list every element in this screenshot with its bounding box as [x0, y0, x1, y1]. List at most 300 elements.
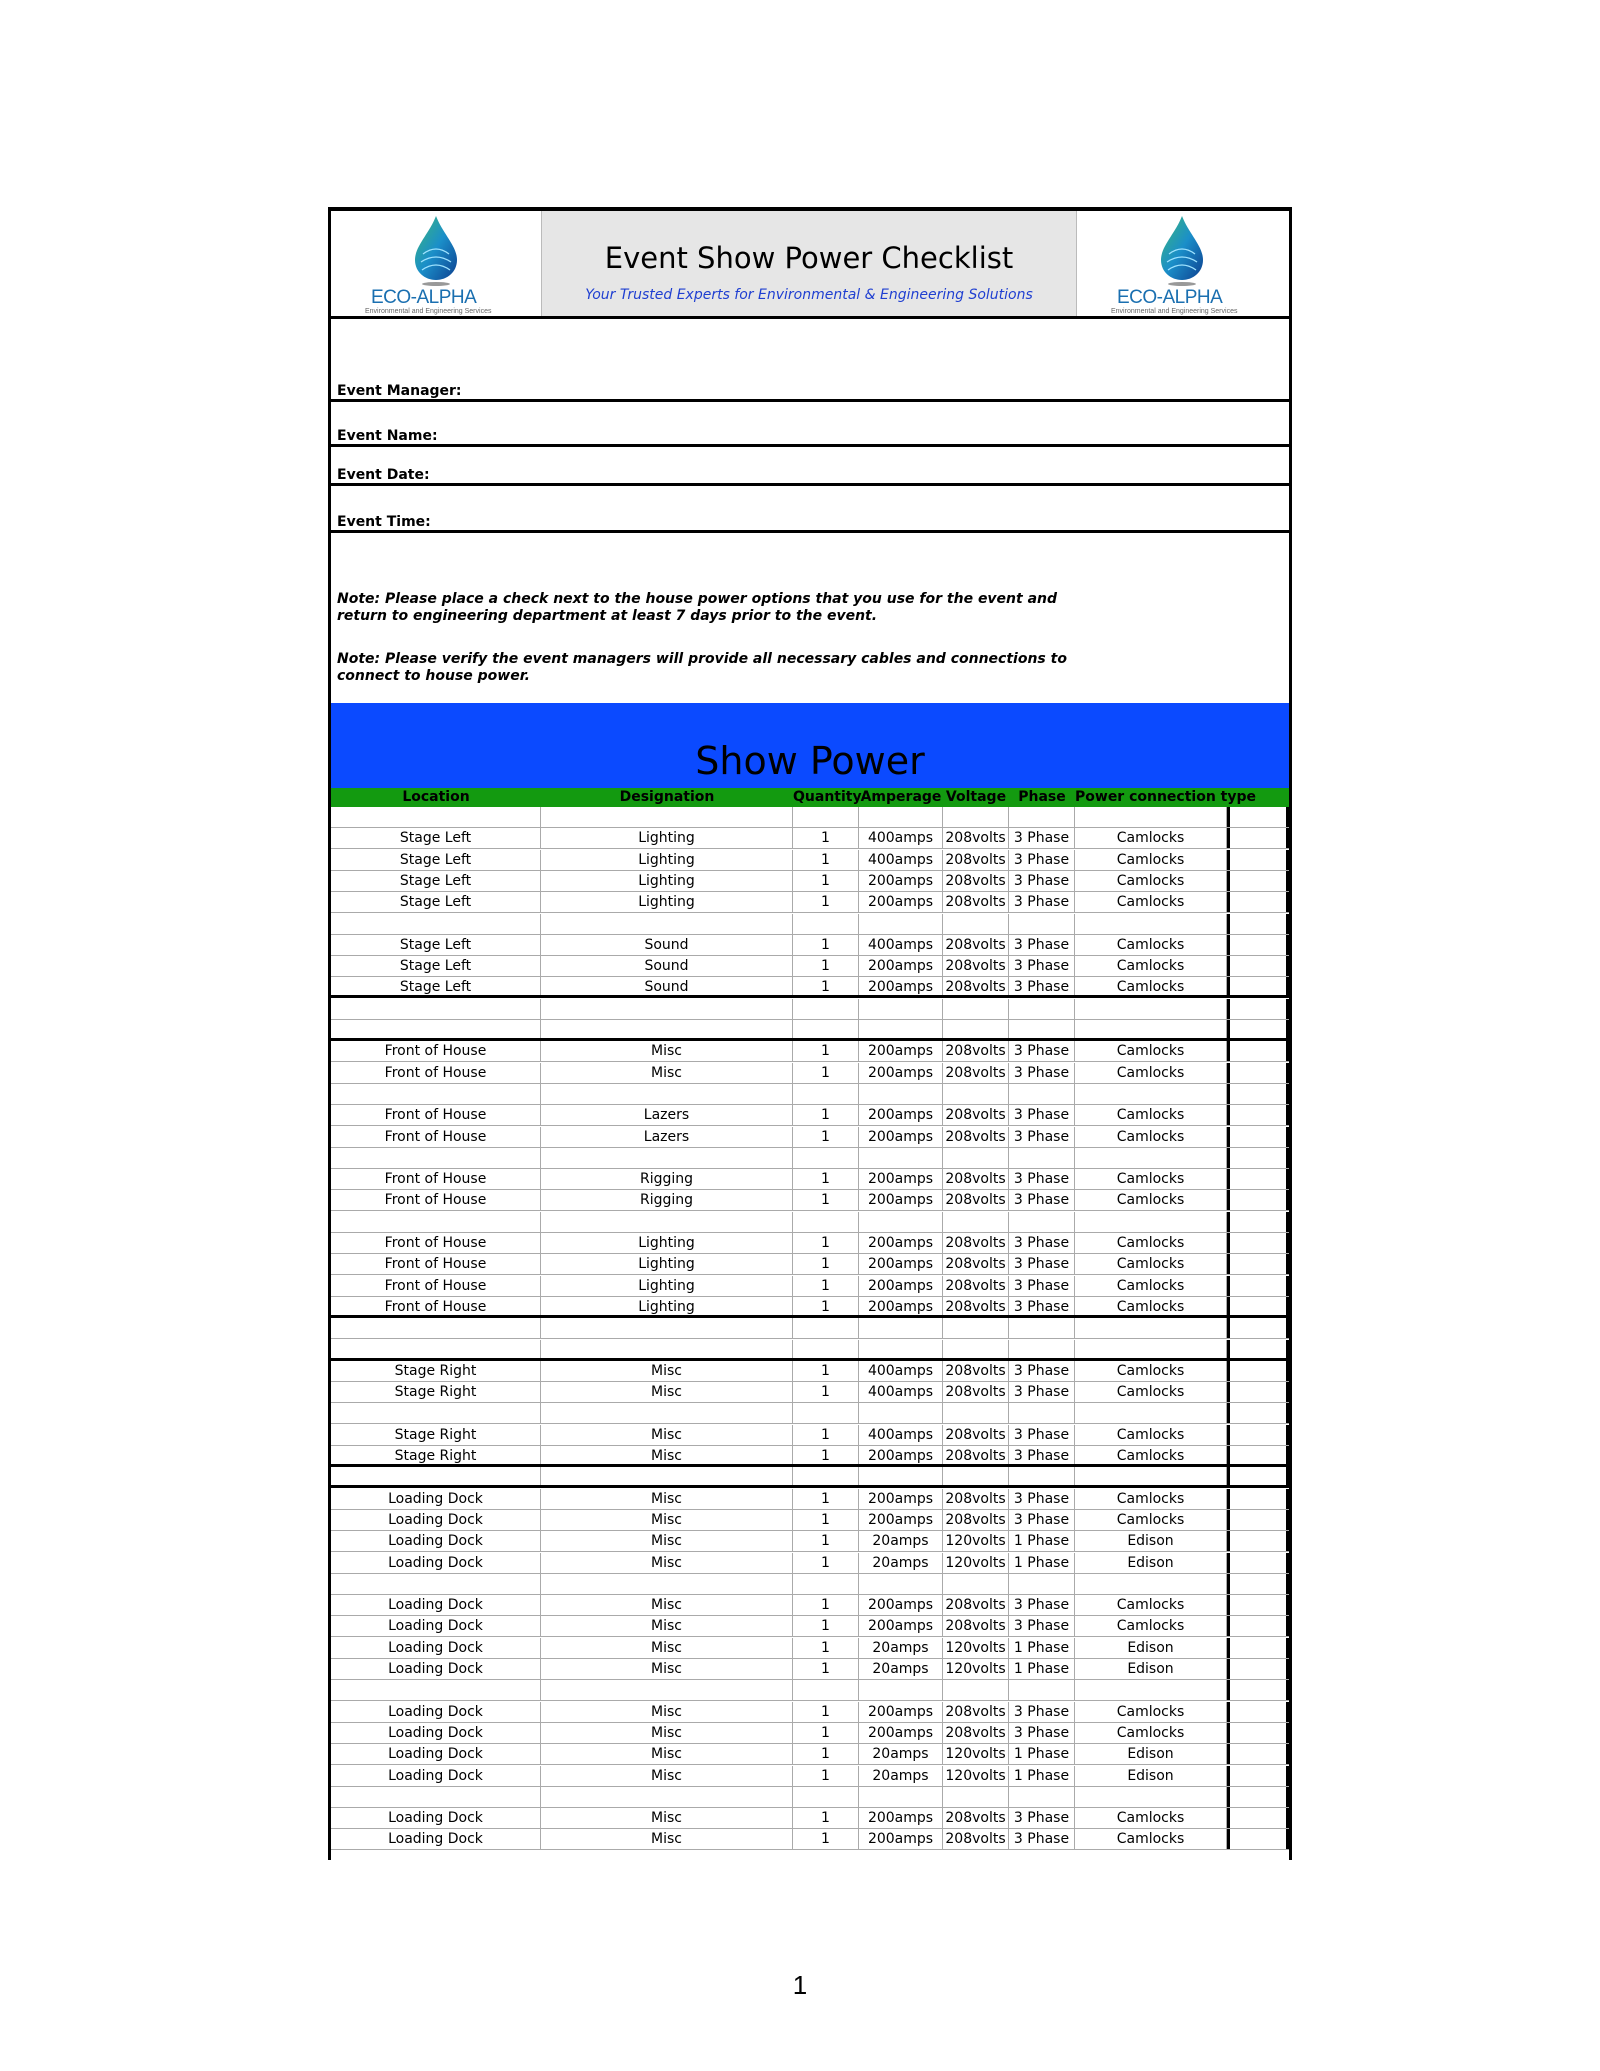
- cell-designation: Sound: [541, 956, 793, 976]
- cell-designation: Lighting: [541, 1276, 793, 1296]
- check-box[interactable]: [1227, 1531, 1289, 1551]
- table-row: [331, 828, 1289, 849]
- table-row-empty: [331, 1340, 1289, 1361]
- check-box[interactable]: [1227, 1446, 1289, 1464]
- cell-quantity: 1: [793, 892, 859, 912]
- cell-designation: Misc: [541, 1041, 793, 1061]
- cell-quantity: 1: [793, 1638, 859, 1658]
- col-designation: Designation: [619, 789, 715, 805]
- table-row: [331, 1233, 1289, 1254]
- cell-quantity: 1: [793, 1254, 859, 1274]
- check-box[interactable]: [1227, 1276, 1289, 1296]
- cell-location: Loading Dock: [331, 1829, 541, 1849]
- cell-location: Front of House: [331, 1276, 541, 1296]
- check-box[interactable]: [1227, 1616, 1289, 1636]
- cell-voltage: 208volts: [943, 1361, 1009, 1381]
- cell-phase: 3 Phase: [1009, 1489, 1075, 1509]
- cell-quantity: 1: [793, 1553, 859, 1573]
- check-box[interactable]: [1227, 850, 1289, 870]
- cell-voltage: 208volts: [943, 1105, 1009, 1125]
- note-cables: Note: Please verify the event managers will provide all necessary cables and connections to connect to house power.: [337, 651, 1067, 684]
- cell-amperage: 200amps: [859, 1510, 943, 1530]
- col-location: Location: [402, 789, 470, 805]
- cell-quantity: [793, 1148, 859, 1168]
- cell-location: Stage Left: [331, 977, 541, 995]
- cell-connection-type: Camlocks: [1075, 1616, 1227, 1636]
- table-row: [331, 1638, 1289, 1659]
- check-box[interactable]: [1227, 956, 1289, 976]
- cell-amperage: 200amps: [859, 1041, 943, 1061]
- cell-connection-type: Camlocks: [1075, 1063, 1227, 1083]
- cell-amperage: [859, 1680, 943, 1700]
- cell-designation: Misc: [541, 1808, 793, 1828]
- cell-designation: [541, 914, 793, 934]
- cell-phase: 3 Phase: [1009, 1190, 1075, 1210]
- check-box[interactable]: [1227, 1169, 1289, 1189]
- logo-name: ECO-ALPHA: [371, 287, 477, 308]
- cell-quantity: 1: [793, 1829, 859, 1849]
- check-box[interactable]: [1227, 892, 1289, 912]
- cell-phase: [1009, 1680, 1075, 1700]
- cell-voltage: 208volts: [943, 1254, 1009, 1274]
- column-header: [331, 788, 1289, 807]
- cell-quantity: [793, 807, 859, 827]
- table-row-empty: [331, 1574, 1289, 1595]
- cell-voltage: [943, 1787, 1009, 1807]
- table-row: [331, 1105, 1289, 1126]
- cell-connection-type: Camlocks: [1075, 956, 1227, 976]
- table-row: [331, 1723, 1289, 1744]
- cell-quantity: [793, 1574, 859, 1594]
- check-box[interactable]: [1227, 1020, 1289, 1038]
- check-box[interactable]: [1227, 1510, 1289, 1530]
- cell-phase: 1 Phase: [1009, 1553, 1075, 1573]
- table-row-empty: [331, 1403, 1289, 1424]
- cell-location: Loading Dock: [331, 1723, 541, 1743]
- check-box[interactable]: [1227, 828, 1289, 848]
- cell-connection-type: Camlocks: [1075, 1169, 1227, 1189]
- cell-phase: [1009, 1787, 1075, 1807]
- cell-connection-type: [1075, 1403, 1227, 1423]
- cell-phase: 3 Phase: [1009, 1595, 1075, 1615]
- cell-phase: [1009, 1084, 1075, 1104]
- cell-designation: Sound: [541, 977, 793, 995]
- cell-quantity: 1: [793, 1233, 859, 1253]
- cell-voltage: [943, 1403, 1009, 1423]
- cell-quantity: 1: [793, 1382, 859, 1402]
- header: [331, 211, 1289, 319]
- cell-connection-type: Camlocks: [1075, 850, 1227, 870]
- cell-designation: Rigging: [541, 1190, 793, 1210]
- cell-phase: 3 Phase: [1009, 1254, 1075, 1274]
- cell-amperage: 200amps: [859, 1808, 943, 1828]
- cell-designation: Misc: [541, 1744, 793, 1764]
- cell-location: Loading Dock: [331, 1702, 541, 1722]
- cell-location: [331, 1148, 541, 1168]
- cell-phase: 3 Phase: [1009, 1702, 1075, 1722]
- table-row: [331, 1702, 1289, 1723]
- cell-connection-type: [1075, 914, 1227, 934]
- logo-subtitle: Environmental and Engineering Services: [1111, 308, 1238, 315]
- cell-phase: 3 Phase: [1009, 1723, 1075, 1743]
- cell-designation: Lighting: [541, 1297, 793, 1315]
- cell-connection-type: [1075, 1318, 1227, 1338]
- event-name-field[interactable]: [331, 402, 1289, 447]
- cell-designation: Misc: [541, 1510, 793, 1530]
- cell-location: Stage Left: [331, 850, 541, 870]
- page-number: 1: [792, 1970, 808, 2000]
- cell-quantity: [793, 1340, 859, 1358]
- cell-connection-type: Camlocks: [1075, 1446, 1227, 1464]
- cell-amperage: 200amps: [859, 1233, 943, 1253]
- cell-connection-type: Camlocks: [1075, 828, 1227, 848]
- cell-connection-type: Camlocks: [1075, 1254, 1227, 1274]
- cell-location: [331, 1340, 541, 1358]
- cell-voltage: 208volts: [943, 1510, 1009, 1530]
- check-box[interactable]: [1227, 935, 1289, 955]
- check-box[interactable]: [1227, 1318, 1289, 1338]
- cell-designation: Lighting: [541, 1233, 793, 1253]
- cell-voltage: 120volts: [943, 1531, 1009, 1551]
- cell-connection-type: Camlocks: [1075, 1041, 1227, 1061]
- cell-phase: 3 Phase: [1009, 1446, 1075, 1464]
- cell-phase: 3 Phase: [1009, 1382, 1075, 1402]
- check-box[interactable]: [1227, 1595, 1289, 1615]
- cell-designation: Misc: [541, 1766, 793, 1786]
- cell-quantity: 1: [793, 871, 859, 891]
- cell-quantity: [793, 1787, 859, 1807]
- event-time-field[interactable]: [331, 486, 1289, 533]
- page-subtitle: Your Trusted Experts for Environmental & Engineering Solutions: [585, 287, 1033, 303]
- table-row: [331, 1425, 1289, 1446]
- cell-voltage: [943, 1148, 1009, 1168]
- cell-designation: Misc: [541, 1531, 793, 1551]
- cell-voltage: [943, 1467, 1009, 1485]
- cell-amperage: [859, 1084, 943, 1104]
- cell-designation: Misc: [541, 1595, 793, 1615]
- check-box[interactable]: [1227, 1574, 1289, 1594]
- cell-amperage: 20amps: [859, 1744, 943, 1764]
- cell-location: [331, 914, 541, 934]
- cell-voltage: 208volts: [943, 871, 1009, 891]
- cell-amperage: [859, 807, 943, 827]
- cell-amperage: 200amps: [859, 1723, 943, 1743]
- logo-left: [331, 211, 541, 316]
- cell-location: Loading Dock: [331, 1808, 541, 1828]
- cell-phase: 3 Phase: [1009, 1510, 1075, 1530]
- cell-connection-type: Camlocks: [1075, 1233, 1227, 1253]
- cell-phase: 1 Phase: [1009, 1744, 1075, 1764]
- cell-voltage: 208volts: [943, 1297, 1009, 1315]
- cell-amperage: 200amps: [859, 1702, 943, 1722]
- cell-connection-type: [1075, 1212, 1227, 1232]
- cell-voltage: [943, 1318, 1009, 1338]
- cell-amperage: 200amps: [859, 1595, 943, 1615]
- table-row-empty: [331, 1680, 1289, 1701]
- cell-amperage: [859, 1787, 943, 1807]
- cell-quantity: [793, 999, 859, 1019]
- logo-right: [1077, 211, 1287, 316]
- cell-phase: 3 Phase: [1009, 1808, 1075, 1828]
- cell-designation: [541, 1787, 793, 1807]
- cell-quantity: 1: [793, 1425, 859, 1445]
- cell-voltage: 208volts: [943, 1425, 1009, 1445]
- cell-voltage: 208volts: [943, 1723, 1009, 1743]
- cell-amperage: 200amps: [859, 1169, 943, 1189]
- cell-phase: 3 Phase: [1009, 1829, 1075, 1849]
- event-manager-field[interactable]: [331, 319, 1289, 402]
- table-row: [331, 1659, 1289, 1680]
- cell-quantity: 1: [793, 1361, 859, 1381]
- cell-phase: 3 Phase: [1009, 935, 1075, 955]
- check-box[interactable]: [1227, 914, 1289, 934]
- cell-quantity: 1: [793, 1041, 859, 1061]
- section-banner: [331, 703, 1289, 788]
- checklist-sheet: [328, 207, 1292, 1860]
- cell-connection-type: Camlocks: [1075, 1595, 1227, 1615]
- cell-connection-type: Camlocks: [1075, 1723, 1227, 1743]
- check-box[interactable]: [1227, 977, 1289, 995]
- cell-phase: [1009, 914, 1075, 934]
- check-box[interactable]: [1227, 1702, 1289, 1722]
- cell-phase: 3 Phase: [1009, 850, 1075, 870]
- check-box[interactable]: [1227, 807, 1289, 827]
- cell-connection-type: Camlocks: [1075, 977, 1227, 995]
- cell-voltage: 208volts: [943, 977, 1009, 995]
- cell-quantity: [793, 1467, 859, 1485]
- cell-connection-type: Edison: [1075, 1553, 1227, 1573]
- cell-connection-type: [1075, 1680, 1227, 1700]
- cell-quantity: 1: [793, 1127, 859, 1147]
- cell-amperage: 200amps: [859, 1616, 943, 1636]
- check-box[interactable]: [1227, 1680, 1289, 1700]
- cell-connection-type: Camlocks: [1075, 1105, 1227, 1125]
- cell-connection-type: [1075, 807, 1227, 827]
- cell-amperage: [859, 1403, 943, 1423]
- cell-location: [331, 1574, 541, 1594]
- table-row: [331, 1531, 1289, 1552]
- check-box[interactable]: [1227, 1403, 1289, 1423]
- cell-quantity: 1: [793, 1489, 859, 1509]
- check-box[interactable]: [1227, 999, 1289, 1019]
- table-row: [331, 956, 1289, 977]
- cell-amperage: 200amps: [859, 1276, 943, 1296]
- col-connection-type: Power connection type: [1075, 789, 1257, 805]
- cell-amperage: 200amps: [859, 956, 943, 976]
- cell-connection-type: [1075, 1787, 1227, 1807]
- cell-phase: 3 Phase: [1009, 1276, 1075, 1296]
- cell-amperage: [859, 1020, 943, 1038]
- cell-designation: Sound: [541, 935, 793, 955]
- cell-designation: [541, 999, 793, 1019]
- cell-designation: Misc: [541, 1829, 793, 1849]
- cell-connection-type: Camlocks: [1075, 935, 1227, 955]
- logo-subtitle: Environmental and Engineering Services: [365, 308, 492, 315]
- check-box[interactable]: [1227, 1105, 1289, 1125]
- cell-voltage: 208volts: [943, 956, 1009, 976]
- table-row: [331, 871, 1289, 892]
- check-box[interactable]: [1227, 1190, 1289, 1210]
- cell-location: Stage Right: [331, 1446, 541, 1464]
- cell-amperage: 200amps: [859, 1127, 943, 1147]
- cell-location: [331, 1467, 541, 1485]
- check-box[interactable]: [1227, 871, 1289, 891]
- check-box[interactable]: [1227, 1723, 1289, 1743]
- cell-quantity: 1: [793, 1190, 859, 1210]
- section-title: Show Power: [695, 739, 925, 783]
- table-row-empty: [331, 1467, 1289, 1488]
- cell-quantity: 1: [793, 1702, 859, 1722]
- col-amperage: Amperage: [860, 789, 942, 805]
- cell-designation: Misc: [541, 1063, 793, 1083]
- table-row: [331, 1744, 1289, 1765]
- cell-voltage: 120volts: [943, 1638, 1009, 1658]
- cell-phase: 3 Phase: [1009, 1105, 1075, 1125]
- cell-amperage: [859, 914, 943, 934]
- cell-amperage: 200amps: [859, 871, 943, 891]
- check-box[interactable]: [1227, 1744, 1289, 1764]
- cell-designation: [541, 1403, 793, 1423]
- cell-location: [331, 1084, 541, 1104]
- cell-location: Loading Dock: [331, 1744, 541, 1764]
- cell-location: Stage Right: [331, 1361, 541, 1381]
- logo-name: ECO-ALPHA: [1117, 287, 1223, 308]
- cell-quantity: 1: [793, 977, 859, 995]
- cell-connection-type: Camlocks: [1075, 1808, 1227, 1828]
- cell-quantity: 1: [793, 1744, 859, 1764]
- table-row: [331, 1276, 1289, 1297]
- cell-connection-type: [1075, 1340, 1227, 1358]
- cell-voltage: 208volts: [943, 1829, 1009, 1849]
- cell-location: Loading Dock: [331, 1510, 541, 1530]
- cell-designation: Misc: [541, 1382, 793, 1402]
- table-row: [331, 935, 1289, 956]
- cell-voltage: 208volts: [943, 1595, 1009, 1615]
- cell-designation: [541, 1318, 793, 1338]
- cell-amperage: 200amps: [859, 1190, 943, 1210]
- cell-connection-type: Edison: [1075, 1766, 1227, 1786]
- col-phase: Phase: [1018, 789, 1066, 805]
- cell-location: Stage Left: [331, 871, 541, 891]
- check-box[interactable]: [1227, 1361, 1289, 1381]
- cell-quantity: 1: [793, 1169, 859, 1189]
- check-box[interactable]: [1227, 1297, 1289, 1315]
- check-box[interactable]: [1227, 1766, 1289, 1786]
- cell-voltage: 120volts: [943, 1553, 1009, 1573]
- cell-quantity: 1: [793, 1808, 859, 1828]
- cell-location: Front of House: [331, 1105, 541, 1125]
- check-box[interactable]: [1227, 1382, 1289, 1402]
- cell-phase: 3 Phase: [1009, 1063, 1075, 1083]
- cell-designation: [541, 1212, 793, 1232]
- check-box[interactable]: [1227, 1041, 1289, 1061]
- table-row-empty: [331, 1020, 1289, 1041]
- table-row: [331, 1063, 1289, 1084]
- cell-quantity: 1: [793, 1063, 859, 1083]
- table-row: [331, 1254, 1289, 1275]
- table-row: [331, 1041, 1289, 1062]
- table-row: [331, 1127, 1289, 1148]
- cell-location: Stage Right: [331, 1382, 541, 1402]
- cell-designation: [541, 1467, 793, 1485]
- cell-designation: Lighting: [541, 892, 793, 912]
- cell-amperage: 200amps: [859, 1105, 943, 1125]
- cell-phase: [1009, 1212, 1075, 1232]
- cell-location: Loading Dock: [331, 1659, 541, 1679]
- check-box[interactable]: [1227, 1808, 1289, 1828]
- cell-amperage: [859, 1340, 943, 1358]
- cell-phase: [1009, 1467, 1075, 1485]
- cell-designation: Misc: [541, 1446, 793, 1464]
- check-box[interactable]: [1227, 1212, 1289, 1232]
- cell-quantity: [793, 1318, 859, 1338]
- event-time-label: Event Time:: [337, 514, 431, 530]
- check-box[interactable]: [1227, 1127, 1289, 1147]
- check-box[interactable]: [1227, 1659, 1289, 1679]
- check-box[interactable]: [1227, 1148, 1289, 1168]
- cell-designation: Lazers: [541, 1105, 793, 1125]
- check-box[interactable]: [1227, 1638, 1289, 1658]
- cell-location: Loading Dock: [331, 1489, 541, 1509]
- cell-designation: Lighting: [541, 828, 793, 848]
- cell-location: [331, 1787, 541, 1807]
- check-box[interactable]: [1227, 1489, 1289, 1509]
- table-row: [331, 1169, 1289, 1190]
- cell-quantity: [793, 1403, 859, 1423]
- check-box[interactable]: [1227, 1063, 1289, 1083]
- table-row-empty: [331, 914, 1289, 935]
- check-box[interactable]: [1227, 1254, 1289, 1274]
- cell-designation: Lighting: [541, 850, 793, 870]
- check-box[interactable]: [1227, 1233, 1289, 1253]
- check-box[interactable]: [1227, 1787, 1289, 1807]
- table-row-empty: [331, 1318, 1289, 1339]
- check-box[interactable]: [1227, 1425, 1289, 1445]
- cell-designation: [541, 1574, 793, 1594]
- cell-voltage: 208volts: [943, 1041, 1009, 1061]
- table-row: [331, 1808, 1289, 1829]
- cell-quantity: 1: [793, 1446, 859, 1464]
- table-row-empty: [331, 1148, 1289, 1169]
- cell-connection-type: Camlocks: [1075, 1297, 1227, 1315]
- cell-quantity: [793, 1084, 859, 1104]
- cell-amperage: 20amps: [859, 1638, 943, 1658]
- event-date-field[interactable]: [331, 447, 1289, 486]
- cell-amperage: 400amps: [859, 828, 943, 848]
- check-box[interactable]: [1227, 1553, 1289, 1573]
- check-box[interactable]: [1227, 1084, 1289, 1104]
- cell-designation: Misc: [541, 1616, 793, 1636]
- check-box[interactable]: [1227, 1829, 1289, 1849]
- table-row-empty: [331, 999, 1289, 1020]
- cell-connection-type: [1075, 1148, 1227, 1168]
- table-row-empty: [331, 1212, 1289, 1233]
- cell-voltage: 208volts: [943, 850, 1009, 870]
- cell-designation: Misc: [541, 1489, 793, 1509]
- cell-quantity: 1: [793, 1105, 859, 1125]
- cell-designation: Misc: [541, 1702, 793, 1722]
- cell-designation: [541, 1340, 793, 1358]
- event-manager-label: Event Manager:: [337, 383, 462, 399]
- table-row: [331, 850, 1289, 871]
- cell-connection-type: Camlocks: [1075, 1510, 1227, 1530]
- check-box[interactable]: [1227, 1340, 1289, 1358]
- check-box[interactable]: [1227, 1467, 1289, 1485]
- cell-location: Front of House: [331, 1297, 541, 1315]
- cell-designation: [541, 807, 793, 827]
- cell-connection-type: Camlocks: [1075, 1702, 1227, 1722]
- cell-phase: 1 Phase: [1009, 1766, 1075, 1786]
